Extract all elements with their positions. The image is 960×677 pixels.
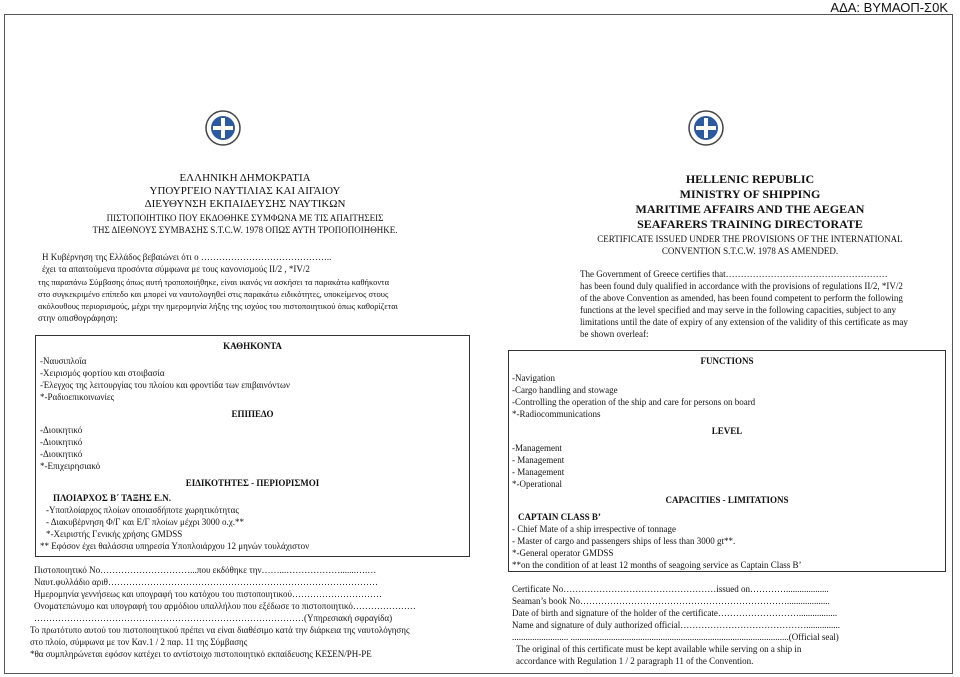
greek-heading-3: ΔΙΕΥΘΥΝΣΗ ΕΚΠΑΙΔΕΥΣΗΣ ΝΑΥΤΙΚΩΝ (144, 198, 346, 210)
english-para-5: limitations until the date of expiry of any extension of the validity of this certificate as may (580, 317, 908, 327)
english-heading-4: SEAFARERS TRAINING DIRECTORATE (637, 217, 863, 231)
greek-duty-4: *-Ραδιοεπικοινωνίες (40, 392, 115, 402)
english-heading-6: CONVENTION S.T.C.W. 1978 AS AMENDED. (661, 246, 839, 256)
greek-field-4: Ονοματεπώνυμο και υπογραφή του αρμόδιου υπαλλήλου που εξέδωσε το πιστοποιητικό………………… (34, 601, 416, 611)
greek-field-3: Ημερομηνία γεννήσεως και υπογραφή του κατόχου του πιστοποιητικού………………………… (34, 589, 382, 599)
english-cap-head: CAPTAIN CLASS B’ (518, 512, 601, 522)
english-level-2: - Management (512, 455, 565, 465)
greek-level-4: *-Επιχειρησιακό (40, 461, 101, 471)
greek-para-4: στο συγκεκριμένο επίπεδο και μπορεί να ναυτολογηθεί στις παρακάτω ειδικότητες, υποκείμενος στους (38, 289, 389, 299)
english-field-7: accordance with Regulation 1 / 2 paragraph 11 of the Convention. (516, 656, 754, 666)
greek-spec-title: ΕΙΔΙΚΟΤΗΤΕΣ - ΠΕΡΙΟΡΙΣΜΟΙ (185, 478, 320, 488)
english-field-6: The original of this certificate must be kept available while serving on a ship in (516, 644, 802, 654)
greek-para-2: έχει τα απαιτούμενα προσόντα σύμφωνα με τους κανονισμούς II/2 , *IV/2 (42, 264, 310, 274)
english-level-1: -Management (512, 443, 562, 453)
ada-code: ΑΔΑ: ΒΥΜΑΟΠ-Σ0Κ (830, 0, 948, 15)
english-function-1: -Navigation (512, 373, 555, 383)
english-heading-5: CERTIFICATE ISSUED UNDER THE PROVISIONS OF THE INTERNATIONAL (597, 234, 903, 244)
english-para-6: be shown overleaf: (580, 329, 649, 339)
greek-duty-3: -Έλεγχος της λειτουργίας του πλοίου και φροντίδα των επιβαινόντων (40, 380, 290, 390)
greek-field-8: *θα συμπληρώνεται εφόσον κατέχει το αντίστοιχο πιστοποιητικό εκπαίδευσης ΚΕΣΕΝ/ΡΗ-ΡΕ (30, 649, 372, 659)
english-heading-1: HELLENIC REPUBLIC (685, 172, 815, 186)
greek-level-title: ΕΠΙΠΕΔΟ (231, 409, 274, 419)
greek-level-3: -Διοικητικό (40, 449, 83, 459)
greek-duty-2: -Χειρισμός φορτίου και στοιβασία (40, 368, 165, 378)
greek-spec-2: - Διακυβέρνηση Φ/Γ και Ε/Γ πλοίων μέχρι 3000 ο.χ.** (46, 517, 245, 527)
english-function-2: -Cargo handling and stowage (512, 385, 618, 395)
greek-level-2: -Διοικητικό (40, 437, 83, 447)
greek-heading-1: ΕΛΛΗΝΙΚΗ ΔΗΜΟΚΡΑΤΙΑ (179, 172, 311, 184)
english-field-3: Date of birth and signature of the holder of the certificate………………………................. (512, 608, 838, 618)
english-level-title: LEVEL (711, 426, 743, 436)
greek-duty-1: -Ναυσιπλοΐα (40, 356, 87, 366)
english-function-4: *-Radiocommunications (512, 409, 601, 419)
english-function-3: -Controlling the operation of the ship and care for persons on board (512, 397, 756, 407)
english-heading-3: MARITIME AFFAIRS AND THE AEGEAN (635, 202, 865, 216)
english-para-1: The Government of Greece certifies that……………………………………………… (580, 269, 888, 279)
english-cap-title: CAPACITIES - LIMITATIONS (665, 495, 789, 505)
english-field-2: Seaman’s book No……………………………………………………………................... (512, 596, 830, 606)
greek-field-2: Ναυτ.φυλλάδιο αριθ……………………………………………………………………………… (34, 577, 378, 587)
english-field-1: Certificate No……………………………………………issued on…………................... (512, 584, 829, 594)
english-level-4: *-Operational (512, 479, 562, 489)
greek-heading-2: ΥΠΟΥΡΓΕΙΟ ΝΑΥΤΙΛΙΑΣ ΚΑΙ ΑΙΓΑΙΟΥ (149, 185, 341, 197)
greek-spec-4: ** Εφόσον έχει θαλάσσια υπηρεσία Υποπλοιάρχου 12 μηνών τουλάχιστον (40, 541, 310, 551)
english-field-5: ......................... .................................................................................................(Official seal) (512, 632, 839, 642)
english-para-4: functions at the level specified and may serve in the following capacities, subject to any (580, 305, 897, 315)
english-para-2: has been found duly qualified in accordance with the provisions of regulations II/2, *IV/2 (580, 281, 903, 291)
greek-spec-head: ΠΛΟΙΑΡΧΟΣ Β΄ ΤΑΞΗΣ Ε.Ν. (53, 493, 172, 503)
greek-heading-4: ΠΙΣΤΟΠΟΙΗΤΙΚΟ ΠΟΥ ΕΚΔΟΘΗΚΕ ΣΥΜΦΩΝΑ ΜΕ ΤΙΣ ΑΠΑΙΤΗΣΕΙΣ (106, 213, 384, 223)
greek-para-3: της παραπάνω Σύμβασης όπως αυτή τροποποιήθηκε, είναι ικανός να ασκήσει τα παρακάτω καθήκοντα (38, 277, 390, 287)
greek-para-1: Η Κυβέρνηση της Ελλάδος βεβαιώνει ότι ο …………………………………….. (42, 252, 332, 262)
greek-field-5: ………………………………………………………………………………(Υπηρεσιακή σφραγίδα) (34, 613, 393, 623)
greek-field-7: στο πλοίο, σύμφωνα με τον Καν.1 / 2 παρ. 11 της Σύμβασης (30, 637, 248, 647)
english-cap-4: **on the condition of at least 12 months of seagoing service as Captain Class B’ (512, 560, 802, 570)
greek-emblem-icon (205, 110, 241, 146)
greek-duties-title: ΚΑΘΗΚΟΝΤΑ (223, 341, 282, 351)
english-level-3: - Management (512, 467, 565, 477)
english-field-4: Name and signature of duly authorized official……………………………………............... (512, 620, 841, 630)
english-heading-2: MINISTRY OF SHIPPING (679, 187, 821, 201)
english-cap-3: *-General operator GMDSS (512, 548, 614, 558)
greek-field-1: Πιστοποιητικό Νο…………………………...που εκδόθηκε την……...……………….......….… (34, 565, 377, 575)
english-cap-1: - Chief Mate of a ship irrespective of tonnage (512, 524, 676, 534)
greek-spec-1: -Υποπλοίαρχος πλοίων οποιασδήποτε χωρητικότητας (46, 505, 239, 515)
greek-para-6: στην οπισθογράφηση: (38, 313, 118, 323)
english-functions-title: FUNCTIONS (700, 356, 754, 366)
greek-level-1: -Διοικητικό (40, 425, 83, 435)
english-cap-2: - Master of cargo and passengers ships of less than 3000 gt**. (512, 536, 736, 546)
greek-heading-5: ΤΗΣ ΔΙΕΘΝΟΥΣ ΣΥΜΒΑΣΗΣ S.T.C.W. 1978 ΟΠΩΣ ΑΥΤΗ ΤΡΟΠΟΠΟΙΗΘΗΚΕ. (92, 225, 398, 235)
english-para-3: of the above Convention as amended, has been found competent to perform the following (580, 293, 903, 303)
english-emblem-icon (688, 110, 724, 146)
greek-field-6: Το πρωτότυπο αυτού του πιστοποιητικού πρέπει να είναι διαθέσιμο κατά την διάρκεια της ναυτολόγησης (30, 625, 410, 635)
greek-para-5: ακόλουθους περιορισμούς, μέχρι την ημερομηνία λήξης της ισχύος του πιστοποιητικού όπως καθορίζεται (38, 301, 398, 311)
greek-spec-3: *-Χειριστής Γενικής χρήσης GMDSS (46, 529, 183, 539)
